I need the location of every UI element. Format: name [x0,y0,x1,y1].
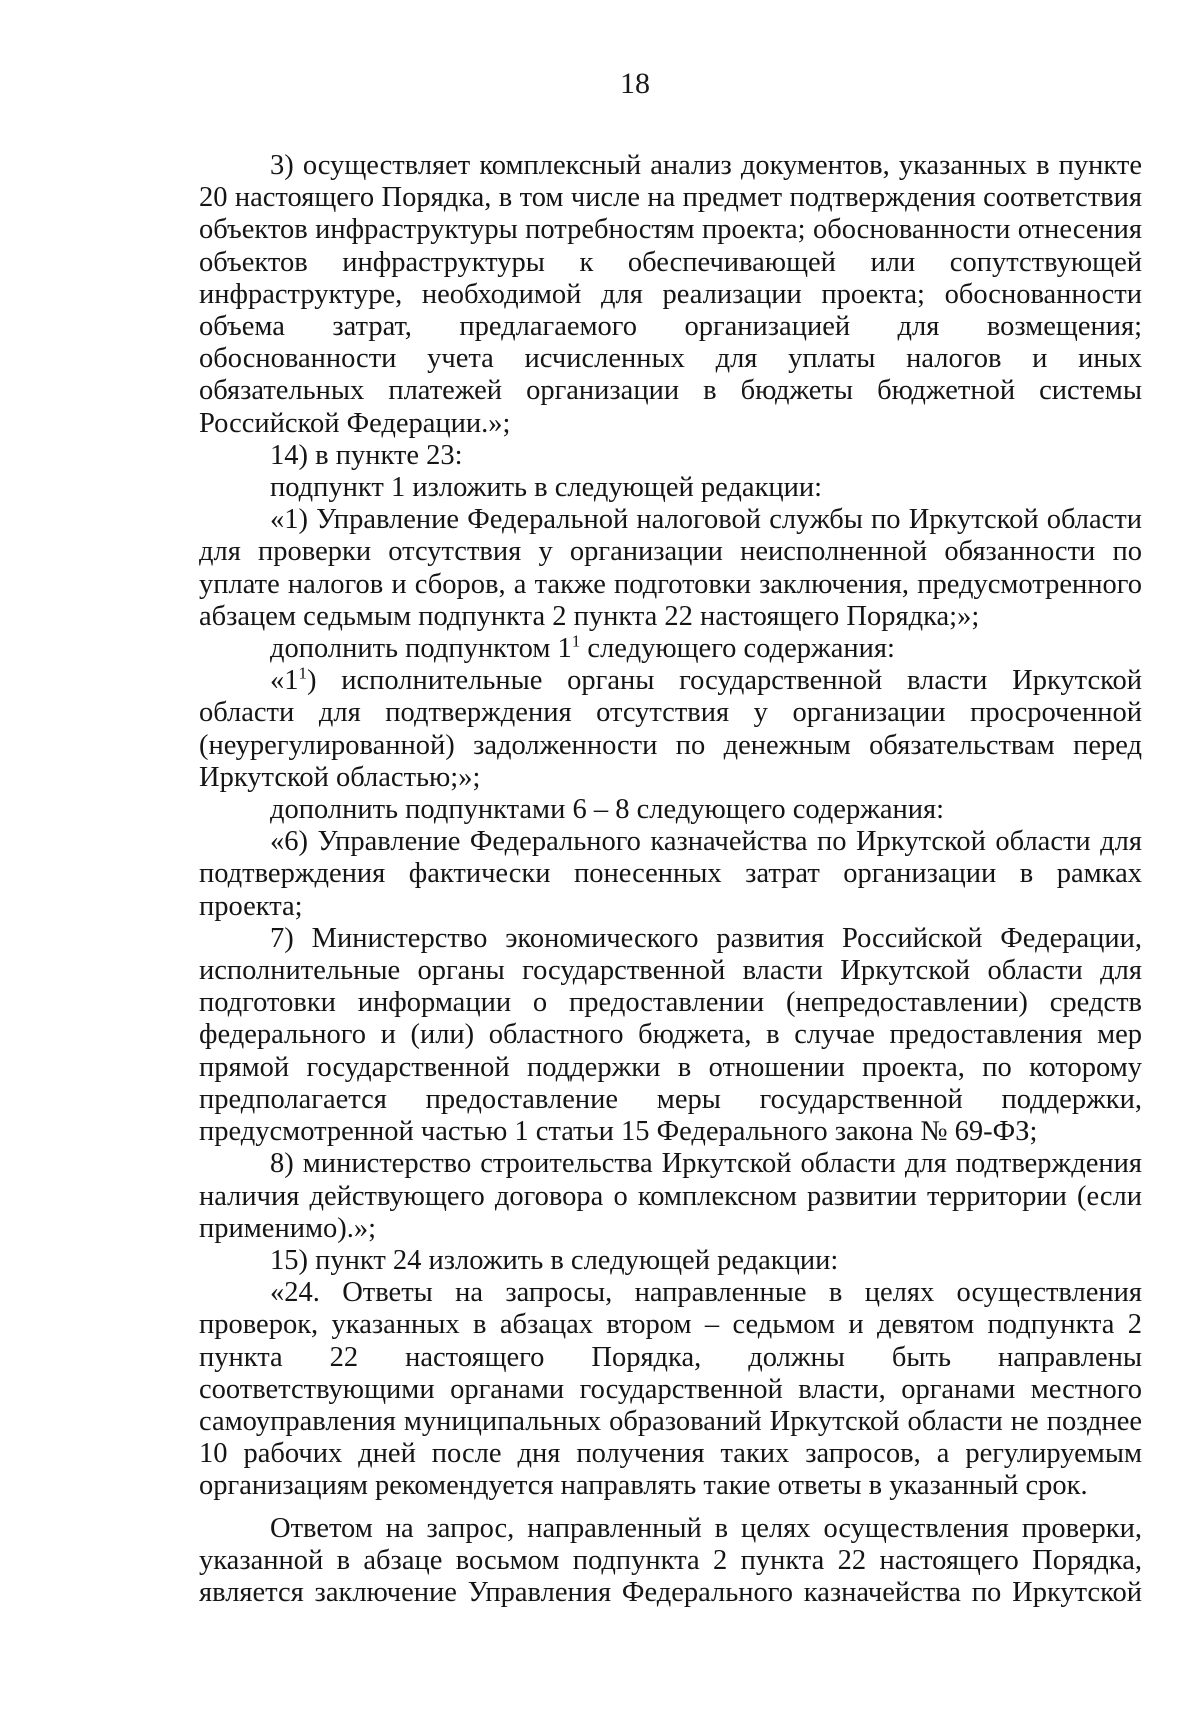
paragraph-text-after: ) исполнительные органы государственной власти Иркутской области для подтверждения отсутствия у организации просроченной (неурегулированной) задолженности по денежным обязательствам перед Иркутской областью;»; [199,665,1142,793]
paragraph-point-14: 14) в пункте 23: [270,439,463,471]
paragraph-subpoint-1-intro: подпункт 1 изложить в следующей редакции: [270,472,823,504]
paragraph-add-subpoint-1-1 [199,633,1142,665]
paragraph-subpoint-1-text: «1) Управление Федеральной налоговой службы по Иркутской области для проверки отсутствия у организации неисполненной обязанности по уплате налогов и сборов, а также подготовки заключения, предусмотренного абзацем седьмым подпункта 2 пункта 22 настоящего Порядка;»; [199,504,1142,632]
paragraph-subpoint-8: 8) министерство строительства Иркутской области для подтверждения наличия действующего договора о комплексном развитии территории (если применимо).»; [199,1148,1142,1244]
paragraph-response-conclusion: Ответом на запрос, направленный в целях осуществления проверки, указанной в абзаце восьмом подпункта 2 пункта 22 настоящего Порядка, является заключение Управления Федерального казначейства по Иркутской [199,1512,1142,1608]
paragraph-subpoint-1-1-text [199,665,1142,794]
paragraph-item-3-analysis: 3) осуществляет комплексный анализ документов, указанных в пункте 20 настоящего Порядка, в том числе на предмет подтверждения соответствия объектов инфраструктуры потребностям проекта; обоснованности отнесения объектов инфраструктуры к обеспечивающей или сопутствующей инфраструктуре, необходимой для реализации проекта; обоснованности объема затрат, предлагаемого организацией для возмещения; обоснованности учета исчисленных для уплаты налогов и иных обязательных платежей организации в бюджеты бюджетной системы Российской Федерации.»; [199,150,1142,439]
paragraph-point-15: 15) пункт 24 изложить в следующей редакции: [270,1244,839,1276]
paragraph-subpoint-7: 7) Министерство экономического развития Российской Федерации, исполнительные органы государственной власти Иркутской области для подготовки информации о предоставлении (непредоставлении) средств федерального и (или) областного бюджета, в случае предоставления мер прямой государственной поддержки в отношении проекта, по которому предполагается предоставление меры государственной поддержки, предусмотренной частью 1 статьи 15 Федерального закона № 69-ФЗ; [199,922,1142,1148]
paragraph-subpoint-6: «6) Управление Федерального казначейства по Иркутской области для подтверждения фактически понесенных затрат организации в рамках проекта; [199,826,1142,922]
paragraph-add-subpoints-6-8: дополнить подпунктами 6 – 8 следующего содержания: [270,794,945,826]
paragraph-text-before: дополнить подпунктом 1 [270,633,572,665]
document-body [199,150,1142,1609]
superscript: 1 [571,631,581,651]
paragraph-text-after: следующего содержания: [580,633,895,665]
paragraph-text-before: «1 [270,665,299,697]
page-number: 18 [620,67,650,100]
superscript: 1 [298,663,307,683]
paragraph-point-24-text: «24. Ответы на запросы, направленные в целях осуществления проверок, указанных в абзацах втором – седьмом и девятом подпункта 2 пункта 22 настоящего Порядка, должны быть направлены соответствующими органами государственной власти, органами местного самоуправления муниципальных образований Иркутской области не позднее 10 рабочих дней после дня получения таких запросов, а регулируемым организациям рекомендуется направлять такие ответы в указанный срок. [199,1277,1142,1502]
